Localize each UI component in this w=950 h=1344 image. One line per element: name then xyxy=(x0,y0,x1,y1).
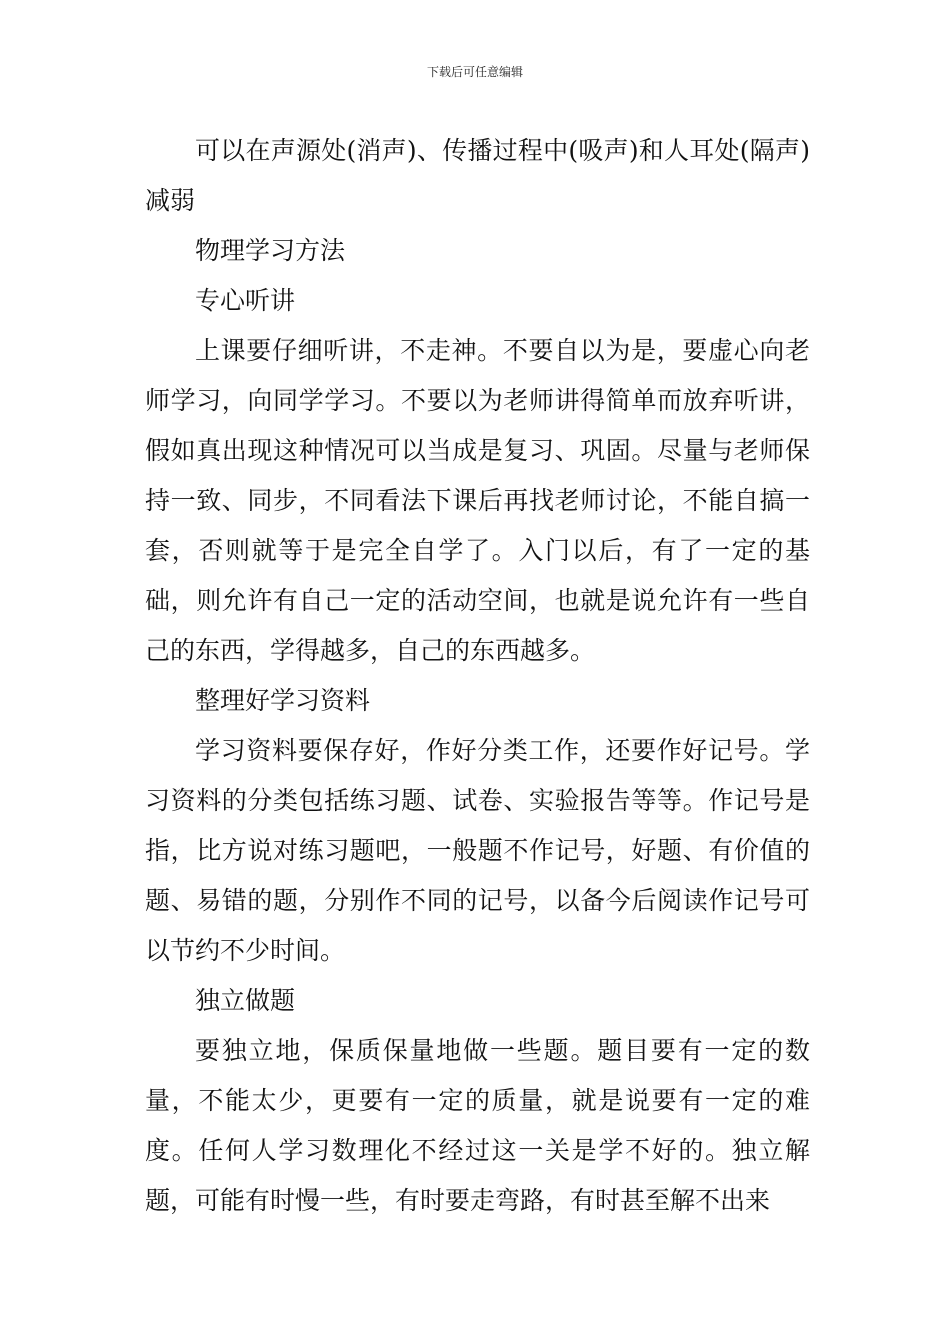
document-body xyxy=(145,126,810,1226)
paragraph-organize-materials: 学习资料要保存好，作好分类工作，还要作好记号。学习资料的分类包括练习题、试卷、实验报告等等。作记号是指，比方说对练习题吧，一般题不作记号，好题、有价值的题、易错的题，分别作不同的记号，以备今后阅读作记号可以节约不少时间。 xyxy=(145,736,810,965)
heading-organize-materials: 整理好学习资料 xyxy=(195,686,371,715)
page-header: 下载后可任意编辑 xyxy=(426,65,523,79)
heading-independent-practice: 独立做题 xyxy=(195,986,296,1015)
paragraph-independent-practice: 要独立地，保质保量地做一些题。题目要有一定的数量，不能太少，更要有一定的质量，就是说要有一定的难度。任何人学习数理化不经过这一关是学不好的。独立解题，可能有时慢一些，有时要走弯路，有时甚至解不出来 xyxy=(145,1036,810,1215)
paragraph-listen-attentively: 上课要仔细听讲，不走神。不要自以为是，要虚心向老师学习，向同学学习。不要以为老师讲得简单而放弃听讲，假如真出现这种情况可以当成是复习、巩固。尽量与老师保持一致、同步，不同看法下课后再找老师讨论，不能自搞一套，否则就等于是完全自学了。入门以后，有了一定的基础，则允许有自己一定的活动空间，也就是说允许有一些自己的东西，学得越多，自己的东西越多。 xyxy=(145,336,810,665)
paragraph-sound-reduction: 可以在声源处(消声)、传播过程中(吸声)和人耳处(隔声)减弱 xyxy=(145,136,810,215)
heading-listen-attentively: 专心听讲 xyxy=(195,286,296,315)
heading-physics-study-methods: 物理学习方法 xyxy=(195,236,346,265)
